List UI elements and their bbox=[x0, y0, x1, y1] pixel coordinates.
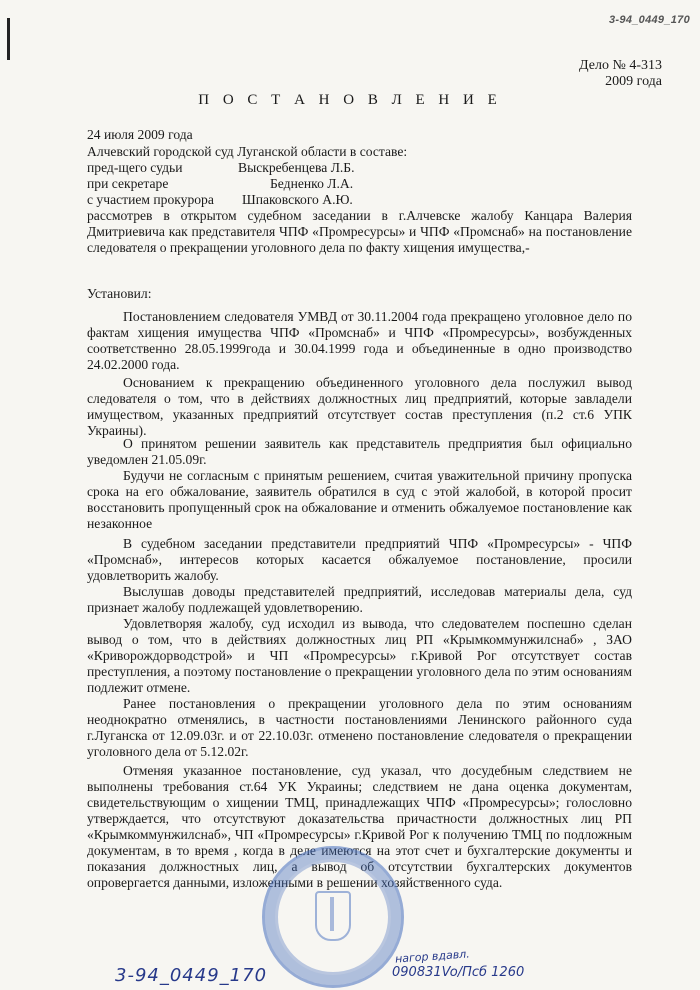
body-paragraph-2: Основанием к прекращению объединенного уголовного дела послужил вывод следователя о том, что в действиях должностных лиц предприятий, которые завладели имуществом, указанных предприятий отсутствует состав преступления (п.2 ст.6 УПК Украины). bbox=[87, 375, 632, 438]
court-seal bbox=[262, 846, 404, 988]
body-paragraph-5: В судебном заседании представители предприятий ЧПФ «Промресурсы» - ЧПФ «Промснаб», интересов которых касается обжалуемое постановление, просили удовлетворить жалобу. bbox=[87, 536, 632, 583]
handwritten-reference: 090831Vo/Пcб 1260 bbox=[392, 965, 525, 980]
body-paragraph-4: Будучи не согласным с принятым решением, считая уважительной причину пропуска срока на его обжалование, заявитель обратился в суд с этой жалобой, в которой просит восстановить пропущенный срок на обжалование и отменить обжалуемое постановление как незаконное bbox=[87, 468, 632, 531]
handwritten-note: нагор вдавл. bbox=[394, 947, 471, 966]
decision-date: 24 июля 2009 года bbox=[87, 127, 193, 142]
trident-emblem-icon bbox=[315, 891, 351, 941]
secretary-role: при секретаре bbox=[87, 176, 169, 191]
body-paragraph-1: Постановлением следователя УМВД от 30.11.2004 года прекращено уголовное дело по фактам хищения имущества ЧПФ «Промснаб» и ЧПФ «Промресурсы», возбужденных соответственно 28.05.1999года и 30.04.1999 года и объединенные в одно производство 24.02.2000 года. bbox=[87, 309, 632, 372]
judge-role: пред-щего судьи bbox=[87, 160, 183, 175]
body-paragraph-3: О принятом решении заявитель как представитель предприятия был официально уведомлен 21.05.09г. bbox=[87, 436, 632, 467]
prosecutor-name: Шпаковского А.Ю. bbox=[242, 192, 353, 207]
body-paragraph-7: Удовлетворяя жалобу, суд исходил из вывода, что следователем поспешно сделан вывод о том, что в действиях должностных лиц РП «Крымкоммунжилснаб» , ЗАО «Криворождорводстрой» и ЧП «Промресурсы» г.Кривой Рог отсутствует состав преступления, а поэтому постановление о прекращении уголовного дела по этим основаниям подлежит отмене. bbox=[87, 616, 632, 695]
body-paragraph-6: Выслушав доводы представителей предприятий, исследовав материалы дела, суд признает жалобу подлежащей удовлетворению. bbox=[87, 584, 632, 615]
established-label: Установил: bbox=[87, 286, 152, 301]
body-paragraph-8: Ранее постановления о прекращении уголовного дела по этим основаниям неоднократно отменялись, в частности постановлениями Ленинского районного суда г.Луганска от 12.09.03г. и от 22.10.03г. отменено постановление следователя о прекращении уголовного дела от 5.12.02г. bbox=[87, 696, 632, 759]
binding-mark bbox=[7, 18, 10, 60]
body-paragraph-9: Отменяя указанное постановление, суд указал, что досудебным следствием не выполнены требования ст.64 УК Украины; следствием не дана оценка документам, свидетельствующим о хищении ТМЦ, принадлежащих ЧПФ «Промресурсы»; голословно утверждается, что отсутствуют доказательства причастности должностных лиц РП «Крымкоммунжилснаб», ЧП «Промресурсы» г.Кривой Рог к получению ТМЦ по подложным документам, в то время , когда в деле имеются на этот счет и бухгалтерские документы и показания должностных лиц, а вывод об отсутствии бухгалтерских документов опровергается данными, изложенными в решении хозяйственного суда. bbox=[87, 763, 632, 890]
case-year: 2009 года bbox=[605, 74, 662, 89]
document-title: П О С Т А Н О В Л Е Н И Е bbox=[198, 92, 502, 108]
prosecutor-role: с участием прокурора bbox=[87, 192, 214, 207]
case-number: Дело № 4-313 bbox=[579, 58, 662, 73]
court-name: Алчевский городской суд Луганской области в составе: bbox=[87, 144, 408, 159]
secretary-name: Бедненко Л.А. bbox=[270, 176, 354, 191]
handwritten-case-number: 3-94_0449_170 bbox=[115, 965, 268, 986]
archive-id: 3-94_0449_170 bbox=[609, 14, 690, 26]
case-number-block bbox=[579, 58, 662, 90]
considered-paragraph: рассмотрев в открытом судебном заседании в г.Алчевске жалобу Канцара Валерия Дмитриевича как представителя ЧПФ «Промресурсы» и ЧПФ «Промснаб» на постановление следователя о прекращении уголовного дела по факту хищения имущества,- bbox=[87, 208, 632, 255]
judge-name: Выскребенцева Л.Б. bbox=[238, 160, 355, 175]
